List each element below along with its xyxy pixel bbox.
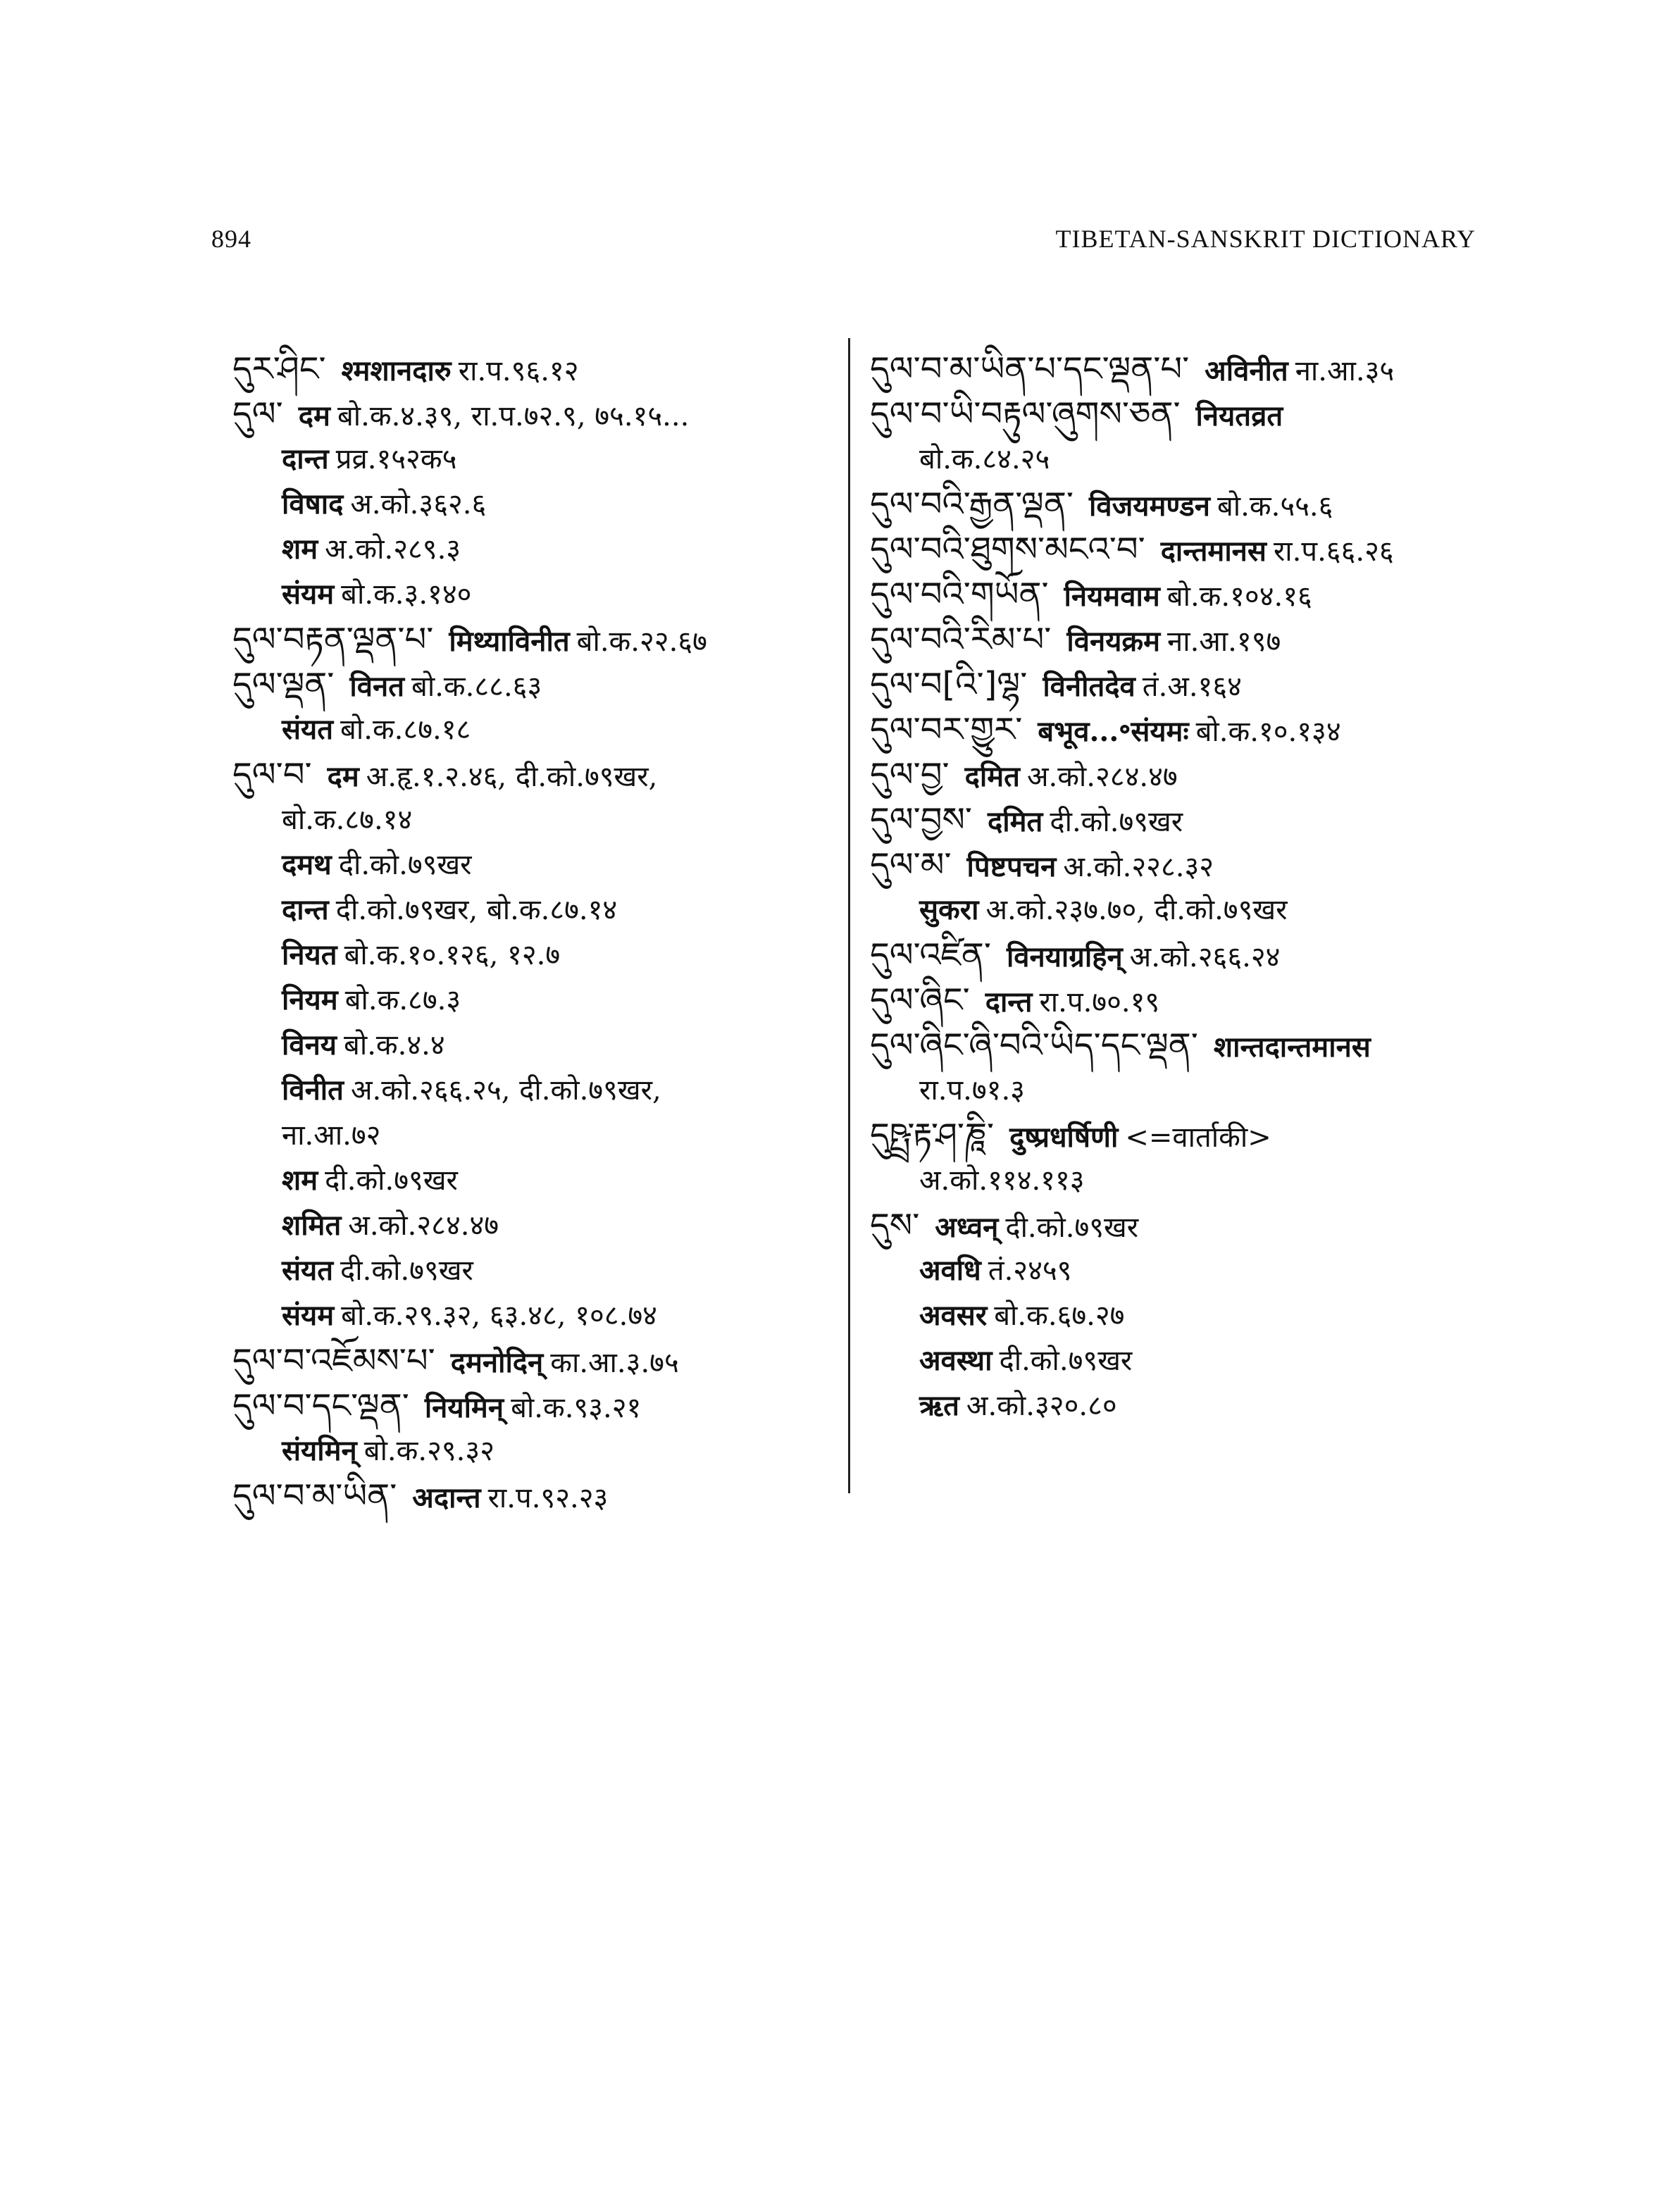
dictionary-entry: [870, 617, 1490, 662]
sanskrit-equivalent: नियम: [282, 983, 338, 1016]
tibetan-headword: དུལ་བྱས་: [870, 800, 973, 840]
tibetan-headword: དུལ་འཛིན་: [870, 935, 991, 975]
sanskrit-equivalent: नियमिन्: [424, 1391, 504, 1424]
source-reference: अ.हृ.१.२.४६, दी.को.७९खर,: [366, 761, 658, 793]
dictionary-entry: [232, 1158, 838, 1203]
dictionary-entry: [870, 1248, 1490, 1293]
sanskrit-equivalent: दान्त: [282, 442, 329, 475]
column-divider: [848, 338, 850, 1493]
right-column: [870, 347, 1490, 1428]
source-reference: बो.क.१०४.१६: [1166, 580, 1312, 613]
source-reference: बो.क.४.४: [344, 1029, 445, 1061]
source-reference: अ.को.११४.११३: [919, 1164, 1085, 1197]
source-reference: ना.आ.१९७: [1167, 625, 1281, 658]
dictionary-entry: [232, 617, 838, 662]
dictionary-entry: [232, 1113, 838, 1158]
tibetan-headword: དུལ་བ་མ་ཡིན་པ་དང་ལྡན་པ་: [870, 349, 1190, 389]
sanskrit-equivalent: अध्वन्: [935, 1211, 999, 1244]
source-reference: अ.को.३२०.८०: [966, 1390, 1117, 1422]
tibetan-headword: དུལ་ལྡན་: [232, 665, 335, 704]
source-reference: बो.क.६७.२७: [994, 1300, 1125, 1332]
dictionary-entry: [232, 527, 838, 572]
dictionary-entry: [870, 662, 1490, 707]
tibetan-headword: དུར་ཤིང་: [232, 349, 326, 389]
source-reference: बो.क.८७.१८: [340, 714, 471, 746]
source-reference: अ.को.२६६.२४: [1129, 941, 1281, 973]
sanskrit-equivalent: विनीतदेव: [1043, 670, 1135, 703]
source-reference: तं.२४५९: [988, 1254, 1072, 1287]
sanskrit-equivalent: नियमवाम: [1064, 580, 1160, 613]
dictionary-entry: [232, 707, 838, 752]
sanskrit-equivalent: शम: [282, 533, 318, 566]
source-reference: <=वार्ताकी>: [1125, 1121, 1271, 1154]
sanskrit-equivalent: विषाद: [282, 487, 344, 521]
source-reference: अ.को.३६२.६: [350, 488, 487, 521]
dictionary-entry: [232, 1338, 838, 1383]
tibetan-headword: དུས་: [870, 1206, 920, 1245]
sanskrit-equivalent: दमनोदिन्: [450, 1346, 544, 1379]
dictionary-entry: [870, 888, 1490, 933]
dictionary-entry: [870, 482, 1490, 527]
dictionary-entry: [232, 482, 838, 527]
source-reference: अ.को.२८९.३: [325, 533, 461, 566]
source-reference: रा.प.९६.१२: [458, 355, 579, 387]
dictionary-entry: [232, 1474, 838, 1519]
tibetan-headword: དུལ་བའི་རིམ་པ་: [870, 620, 1052, 659]
tibetan-headword: དུལ་བྱ་: [870, 755, 950, 795]
tibetan-headword: དུལ་བ[འི་]ལྷ་: [870, 665, 1028, 704]
tibetan-headword: དུལ་ཞིང་: [870, 980, 970, 1020]
sanskrit-equivalent: नियत: [282, 938, 337, 971]
sanskrit-equivalent: नियतव्रत: [1195, 399, 1283, 432]
dictionary-entry: [232, 572, 838, 617]
dictionary-entry: [870, 437, 1490, 482]
dictionary-entry: [870, 347, 1490, 392]
sanskrit-equivalent: शान्तदान्तमानस: [1213, 1031, 1371, 1064]
source-reference: प्रव्र.१५२क५: [335, 443, 457, 475]
dictionary-entry: [870, 1023, 1490, 1068]
dictionary-entry: [232, 1428, 838, 1474]
source-reference: बो.क.८७.१४: [282, 804, 413, 836]
source-reference: बो.क.२२.६७: [576, 625, 707, 658]
tibetan-headword: དུལ་བ་ཡི་བརྟུལ་ཞུགས་ཅན་: [870, 394, 1181, 434]
source-reference: बो.क.८४.२५: [919, 443, 1050, 475]
sanskrit-equivalent: ऋत: [919, 1389, 959, 1422]
source-reference: दी.को.७९खर: [1005, 1212, 1139, 1244]
source-reference: बो.क.२९.३२: [363, 1435, 494, 1467]
dictionary-entry: [232, 888, 838, 933]
tibetan-headword: དུལ་བ་འཇོམས་པ་: [232, 1341, 435, 1381]
source-reference: ना.आ.७२: [282, 1119, 381, 1152]
source-reference: बो.क.८८.६३: [411, 671, 542, 703]
source-reference: दी.को.७९खर, बो.क.८७.१४: [335, 894, 618, 926]
dictionary-entry: [870, 1383, 1490, 1428]
source-reference: दी.को.७९खर: [325, 1164, 458, 1197]
sanskrit-equivalent: श्मशानदारु: [341, 354, 452, 387]
dictionary-entry: [870, 797, 1490, 842]
dictionary-entry: [232, 1383, 838, 1428]
dictionary-entry: [232, 1293, 838, 1338]
dictionary-entry: [870, 933, 1490, 978]
tibetan-headword: དུཥྤྲ་རྟ་ཤ་ཎཱི་: [870, 1116, 995, 1155]
sanskrit-equivalent: संयत: [282, 713, 334, 746]
sanskrit-equivalent: सुकरा: [919, 893, 979, 926]
tibetan-headword: དུལ་བའི་རྒྱན་ལྡན་: [870, 485, 1074, 524]
sanskrit-equivalent: दान्त: [282, 893, 329, 926]
source-reference: दी.को.७९खर: [338, 849, 472, 881]
source-reference: बो.क.१०.१३४: [1195, 716, 1341, 748]
source-reference: अ.को.२३७.७०, दी.को.७९खर: [985, 894, 1288, 926]
sanskrit-equivalent: संयमिन्: [282, 1434, 357, 1467]
source-reference: दी.को.७९खर: [999, 1345, 1133, 1377]
dictionary-entry: [232, 392, 838, 437]
dictionary-entry: [232, 347, 838, 392]
tibetan-headword: དུལ་བརྟན་ལྡན་པ་: [232, 620, 434, 659]
dictionary-entry: [870, 1338, 1490, 1383]
sanskrit-equivalent: विनत: [349, 670, 404, 703]
dictionary-entry: [870, 752, 1490, 797]
source-reference: दी.को.७९खर: [340, 1254, 473, 1287]
sanskrit-equivalent: दुष्प्रधर्षिणी: [1009, 1121, 1119, 1154]
sanskrit-equivalent: दम: [298, 399, 330, 432]
dictionary-entry: [870, 1068, 1490, 1113]
dictionary-entry: [232, 1068, 838, 1113]
dictionary-entry: [232, 752, 838, 797]
sanskrit-equivalent: अदान्त: [412, 1481, 481, 1514]
sanskrit-equivalent: विनय: [282, 1028, 337, 1061]
sanskrit-equivalent: विजयमण्डन: [1088, 490, 1210, 523]
dictionary-entry: [232, 1203, 838, 1248]
tibetan-headword: དུལ་བ་མ་ཡིན་: [232, 1476, 397, 1516]
sanskrit-equivalent: विनीत: [282, 1073, 344, 1107]
sanskrit-equivalent: संयत: [282, 1254, 334, 1287]
source-reference: तं.अ.१६४: [1142, 671, 1242, 703]
dictionary-entry: [232, 662, 838, 707]
dictionary-entry: [870, 1158, 1490, 1203]
sanskrit-equivalent: दमित: [988, 805, 1043, 838]
source-reference: बो.क.२९.३२, ६३.४८, १०८.७४: [341, 1300, 657, 1332]
source-reference: बो.क.५५.६: [1217, 490, 1333, 523]
source-reference: अ.को.२६६.२५, दी.को.७९खर,: [350, 1074, 661, 1107]
sanskrit-equivalent: संयम: [282, 1299, 335, 1332]
tibetan-headword: དུལ་ཞིང་ཞི་བའི་ཡིད་དང་ལྡན་: [870, 1026, 1198, 1065]
sanskrit-equivalent: शम: [282, 1164, 318, 1197]
tibetan-headword: དུལ་བའི་ཐུགས་མངའ་བ་: [870, 530, 1145, 569]
dictionary-entry: [232, 1023, 838, 1068]
tibetan-headword: དུལ་མ་: [870, 845, 952, 885]
source-reference: अ.को.२८४.४७: [1026, 761, 1178, 793]
left-column: [232, 347, 838, 1519]
dictionary-entry: [232, 437, 838, 482]
sanskrit-equivalent: दान्तमानस: [1160, 535, 1267, 568]
sanskrit-equivalent: मिथ्याविनीत: [449, 625, 570, 658]
sanskrit-equivalent: अवस्था: [919, 1344, 993, 1377]
tibetan-headword: དུལ་བའི་གཡོན་: [870, 575, 1049, 614]
sanskrit-equivalent: पिष्टपचन: [966, 850, 1057, 883]
dictionary-entry: [870, 978, 1490, 1023]
dictionary-entry: [870, 572, 1490, 617]
source-reference: बो.क.९३.२१: [511, 1392, 642, 1424]
page-title: TIBETAN-SANSKRIT DICTIONARY: [1055, 225, 1476, 253]
sanskrit-equivalent: दमथ: [282, 848, 332, 881]
tibetan-headword: དུལ་བར་གྱུར་: [870, 710, 1023, 749]
source-reference: बो.क.४.३९, रा.प.७२.९, ७५.१५...: [337, 400, 690, 432]
tibetan-headword: དུལ་བ་དང་ལྡན་: [232, 1386, 409, 1426]
source-reference: रा.प.७१.३: [919, 1074, 1025, 1107]
sanskrit-equivalent: अवधि: [919, 1254, 981, 1287]
sanskrit-equivalent: दम: [327, 760, 359, 793]
dictionary-entry: [232, 978, 838, 1023]
dictionary-entry: [232, 1248, 838, 1293]
dictionary-entry: [232, 842, 838, 888]
source-reference: अ.को.२२८.३२: [1063, 851, 1214, 883]
dictionary-entry: [870, 707, 1490, 752]
source-reference: अ.को.२८४.४७: [348, 1209, 499, 1242]
dictionary-entry: [870, 842, 1490, 888]
dictionary-entry: [870, 1113, 1490, 1158]
sanskrit-equivalent: संयम: [282, 578, 335, 611]
dictionary-entry: [870, 392, 1490, 437]
source-reference: का.आ.३.७५: [550, 1347, 679, 1379]
page-number: 894: [211, 225, 251, 253]
source-reference: रा.प.९२.२३: [487, 1482, 609, 1514]
sanskrit-equivalent: अविनीत: [1205, 354, 1288, 387]
sanskrit-equivalent: विनयाग्रहिन्: [1006, 940, 1123, 973]
source-reference: रा.प.७०.१९: [1039, 986, 1160, 1019]
dictionary-entry: [232, 933, 838, 978]
dictionary-entry: [870, 1203, 1490, 1248]
source-reference: बो.क.३.१४०: [341, 578, 472, 611]
sanskrit-equivalent: शमित: [282, 1209, 342, 1242]
dictionary-entry: [232, 797, 838, 842]
sanskrit-equivalent: दान्त: [985, 985, 1033, 1019]
sanskrit-equivalent: दमित: [964, 760, 1020, 793]
sanskrit-equivalent: अवसर: [919, 1299, 988, 1332]
source-reference: बो.क.१०.१२६, १२.७: [344, 939, 561, 971]
sanskrit-equivalent: विनयक्रम: [1066, 625, 1161, 658]
sanskrit-equivalent: बभूव...॰संयमः: [1038, 715, 1189, 748]
source-reference: ना.आ.३५: [1295, 355, 1395, 387]
tibetan-headword: དུལ་བ་: [232, 755, 312, 795]
dictionary-entry: [870, 1293, 1490, 1338]
source-reference: दी.को.७९खर: [1050, 806, 1183, 838]
source-reference: रा.प.६६.२६: [1273, 535, 1394, 568]
dictionary-entry: [870, 527, 1490, 572]
source-reference: बो.क.८७.३: [344, 984, 461, 1016]
tibetan-headword: དུལ་: [232, 394, 283, 434]
